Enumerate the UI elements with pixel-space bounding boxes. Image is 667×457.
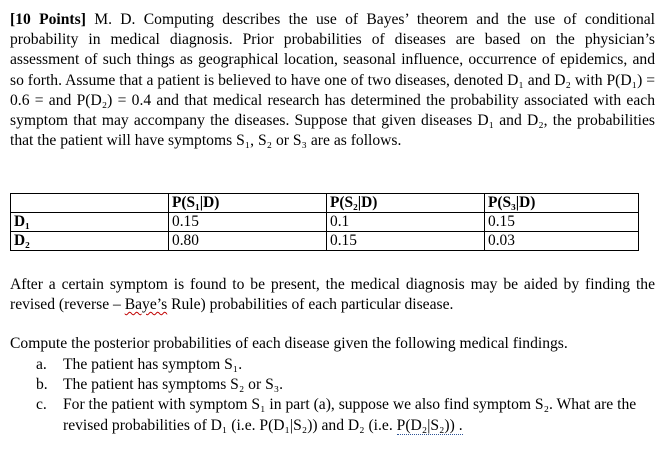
table-header-cell: P(S₁|D)	[169, 194, 327, 213]
after-text-before: After a certain symptom is found to be present, the medical diagnosis may be aided by finding the revised (reverse –	[10, 276, 655, 314]
revised-probability-paragraph	[10, 275, 655, 315]
table-header-cell: P(S₂|D)	[327, 194, 485, 213]
spellcheck-flagged-word[interactable]: Baye’s	[124, 296, 168, 314]
table-header-row	[11, 194, 639, 213]
findings-list	[10, 355, 655, 436]
row-label-d2: D₂	[11, 232, 169, 251]
compute-instruction: Compute the posterior probabilities of each disease given the following medical findings.	[10, 335, 568, 352]
symptom-probability-table	[10, 193, 639, 251]
list-item	[10, 395, 655, 435]
table-header-cell: P(S₃|D)	[485, 194, 639, 213]
table-cell: 0.03	[485, 232, 639, 251]
table-cell: 0.15	[485, 213, 639, 232]
list-item	[10, 355, 655, 375]
table-cell: 0.1	[327, 213, 485, 232]
list-marker: b.	[36, 376, 48, 394]
points-label: [10 Points]	[10, 11, 86, 28]
finding-text: The patient has symptom S₁.	[63, 356, 243, 373]
table-row	[11, 232, 639, 251]
table-cell: 0.80	[169, 232, 327, 251]
finding-text: The patient has symptoms S₂ or S₃.	[63, 376, 284, 394]
list-marker: c.	[36, 396, 47, 414]
table-cell: 0.15	[327, 232, 485, 251]
finding-text: For the patient with symptom S₁ in part (a), suppose we also find symptom S₂. What are the revised probabilities of D₁ (i.e. P(D₁|S₂)) and D₂ (i.e.	[63, 396, 637, 434]
row-label-d1: D₁	[11, 213, 169, 232]
table-cell: 0.15	[169, 213, 327, 232]
intro-text: M. D. Computing describes the use of Bayes’ theorem and the use of conditional probability in medical diagnosis. Prior probabilities of diseases are based on the physician’s assessment of such things as geographical location, seasonal influence, occurrence of epidemics, and so forth. Assume that a patient is believed to have one of two diseases, denoted D₁ and D₂ with P(D₁) = 0.6 = and P(D₂) = 0.4 and that medical research has determined the probability associated with each symptom that may accompany the diseases. Suppose that given diseases D₁ and D₂, the probabilities that the patient will have symptoms S₁, S₂ or S₃ are as follows.	[10, 11, 655, 150]
finding-text-flagged[interactable]: P(D₂|S₂)) .	[396, 416, 463, 434]
list-marker: a.	[36, 356, 47, 373]
table-header-cell	[11, 194, 169, 213]
intro-paragraph	[10, 10, 655, 151]
after-text-after: Rule) probabilities of each particular disease.	[167, 296, 454, 314]
table-row	[11, 213, 639, 232]
list-item	[10, 375, 655, 395]
